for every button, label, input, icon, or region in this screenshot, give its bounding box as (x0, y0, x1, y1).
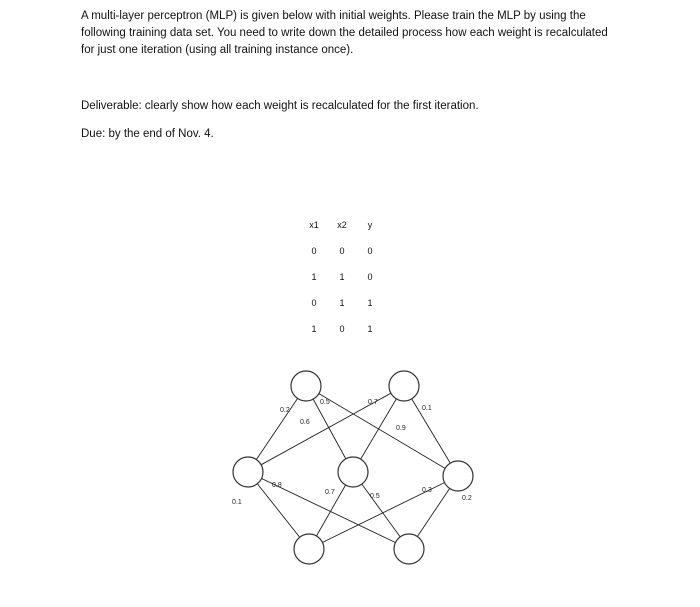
table-cell: 0 (339, 246, 345, 256)
edge-mid-right-bottom-left (309, 476, 458, 549)
weight-label: 0.3 (422, 487, 432, 494)
node-mid-left (233, 457, 263, 487)
node-bottom-right (394, 534, 424, 564)
deliverable-text: Deliverable: clearly show how each weight is recalculated for the first iteration. (81, 100, 479, 112)
table-cell: 0 (311, 246, 317, 256)
column-header-y: y (367, 220, 373, 230)
table-cell: 1 (339, 272, 345, 282)
node-top-right (389, 371, 419, 401)
intro-paragraph: A multi-layer perceptron (MLP) is given below with initial weights. Please train the MLP by using the following training data set. You need to write down the detailed process how each weight is recalculated for just one iteration (using all training instance once). (81, 10, 608, 56)
table-cell: 0 (367, 246, 373, 256)
table-cell: 1 (311, 324, 317, 334)
weight-label: 0.5 (320, 399, 330, 406)
weight-label: 0.9 (396, 425, 406, 432)
table-cell: 1 (339, 298, 345, 308)
weight-label: 0.2 (462, 495, 472, 502)
node-bottom-left (294, 534, 324, 564)
weight-label: 0.2 (280, 407, 290, 414)
column-header-x1: x1 (309, 220, 319, 230)
edge-top-right-mid-right (404, 386, 458, 476)
due-text: Due: by the end of Nov. 4. (81, 128, 214, 140)
node-top-left (291, 371, 321, 401)
weight-label: 0.1 (422, 405, 432, 412)
table-cell: 0 (367, 272, 373, 282)
table-cell: 1 (367, 298, 373, 308)
table-cell: 1 (367, 324, 373, 334)
weight-label: 0.7 (368, 399, 378, 406)
weight-label: 0.1 (232, 499, 242, 506)
node-mid-center (338, 457, 368, 487)
weight-label: 0.6 (300, 419, 310, 426)
table-cell: 0 (311, 298, 317, 308)
weight-label: 0.7 (325, 489, 335, 496)
node-mid-right (443, 461, 473, 491)
table-cell: 0 (339, 324, 345, 334)
column-header-x2: x2 (337, 220, 347, 230)
table-cell: 1 (311, 272, 317, 282)
weight-label: 0.5 (370, 493, 380, 500)
weight-label: 0.8 (272, 482, 282, 489)
